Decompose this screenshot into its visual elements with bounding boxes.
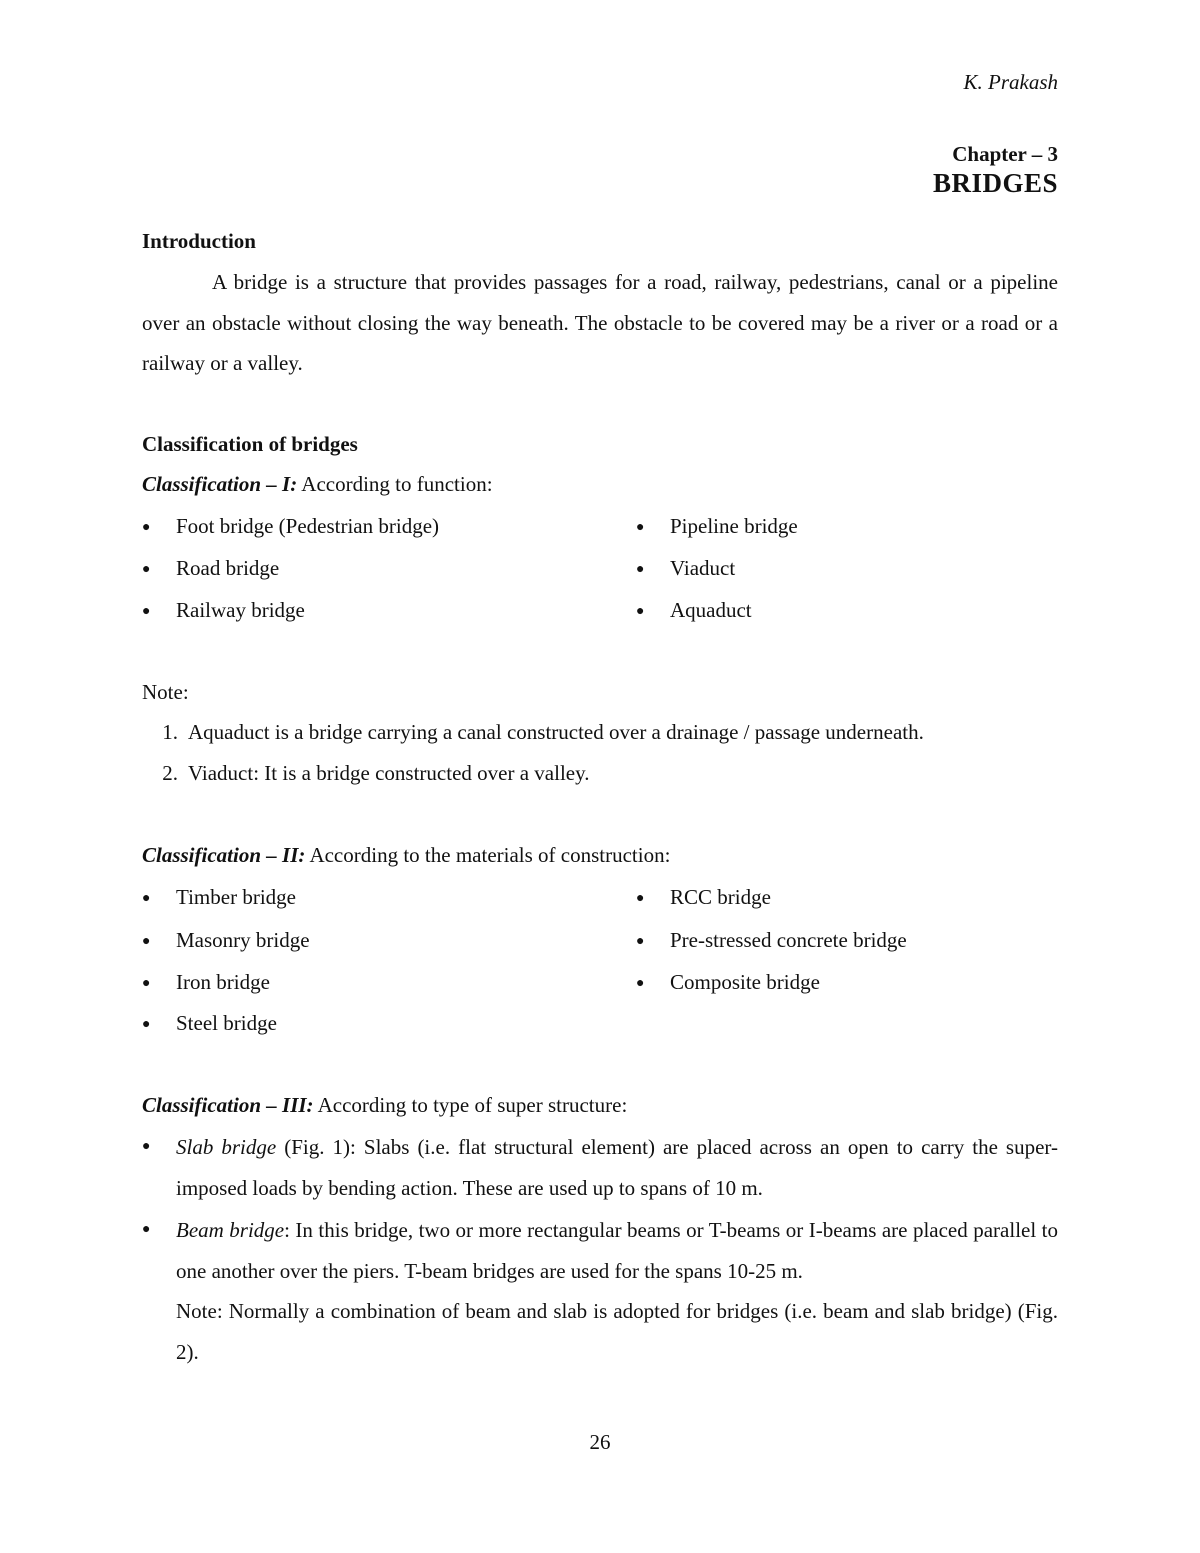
introduction-heading: Introduction (142, 229, 256, 253)
list-item (142, 1011, 277, 1036)
bullet-icon: ● (142, 562, 151, 577)
bullet-icon: ● (636, 520, 645, 535)
classification-2-label: Classification – II: (142, 843, 306, 867)
bullet-icon: ● (636, 604, 645, 619)
introduction-text: A bridge is a structure that provides passages for a road, railway, pedestrians, canal or a pipeline over an obstacle without closing the way beneath. The obstacle to be covered may be a river or a road or a railway or a valley. (142, 270, 1058, 375)
slab-bridge-item (142, 1127, 1058, 1208)
classification-3-label: Classification – III: (142, 1093, 314, 1117)
list-item (142, 885, 296, 910)
list-item-text: Steel bridge (176, 1011, 277, 1035)
classification-1-label: Classification – I: (142, 472, 298, 496)
list-item-text: Timber bridge (176, 885, 296, 909)
list-item (142, 514, 439, 539)
beam-bridge-description: : In this bridge, two or more rectangular beams or T-beams or I-beams are placed parallel to one another over the piers. T-beam bridges are used for the spans 10-25 m. (176, 1218, 1058, 1283)
chapter-title: BRIDGES (932, 168, 1058, 198)
beam-bridge-item (142, 1210, 1058, 1372)
list-item-text: RCC bridge (670, 885, 771, 909)
classification-2-text: According to the materials of construction: (305, 843, 671, 867)
bullet-icon: ● (142, 1017, 151, 1032)
numbered-item (142, 761, 589, 786)
list-item-text: Road bridge (176, 556, 280, 580)
list-item-text: Masonry bridge (176, 928, 310, 952)
classification-3-text: According to type of super structure: (313, 1093, 628, 1117)
list-item (142, 928, 310, 953)
classification-3-line (142, 1093, 627, 1118)
introduction-paragraph (142, 262, 1058, 384)
bullet-icon: ● (142, 1222, 151, 1237)
bullet-icon: ● (636, 934, 645, 949)
item-number: 2. (162, 761, 178, 785)
classification-2-line (142, 843, 670, 868)
page-number: 26 (589, 1430, 611, 1454)
list-item-text: Foot bridge (Pedestrian bridge) (176, 514, 440, 538)
item-text: Viaduct: It is a bridge constructed over a valley. (188, 761, 590, 785)
beam-bridge-term: Beam bridge (176, 1218, 285, 1242)
beam-bridge-text (176, 1210, 1058, 1291)
bullet-icon: ● (636, 976, 645, 991)
list-item (636, 885, 771, 910)
list-item-text: Pre-stressed concrete bridge (670, 928, 907, 952)
list-item (636, 556, 735, 581)
list-item-text: Iron bridge (176, 970, 270, 994)
bullet-icon: ● (142, 520, 151, 535)
numbered-item (142, 720, 924, 745)
slab-bridge-term: Slab bridge (176, 1135, 277, 1159)
classification-1-text: According to function: (297, 472, 493, 496)
bullet-icon: ● (636, 891, 645, 906)
list-item (142, 970, 270, 995)
list-item (636, 514, 798, 539)
author-name: K. Prakash (963, 70, 1058, 94)
list-item-text: Pipeline bridge (670, 514, 798, 538)
list-item (142, 556, 279, 581)
slab-bridge-description: (Fig. 1): Slabs (i.e. flat structural element) are placed across an open to carry the super-imposed loads by bending action. These are used up to spans of 10 m. (176, 1135, 1058, 1200)
list-item (636, 970, 820, 995)
slab-bridge-text (176, 1127, 1058, 1208)
list-item (636, 928, 907, 953)
list-item-text: Composite bridge (670, 970, 820, 994)
list-item (636, 598, 752, 623)
chapter-label: Chapter – 3 (952, 142, 1058, 166)
item-number: 1. (162, 720, 178, 744)
classification-1-line (142, 472, 493, 497)
list-item (142, 598, 305, 623)
bullet-icon: ● (142, 891, 151, 906)
beam-bridge-note: Note: Normally a combination of beam and slab is adopted for bridges (i.e. beam and slab bridge) (Fig. 2). (176, 1299, 1058, 1364)
list-item-text: Aquaduct (670, 598, 752, 622)
classification-heading: Classification of bridges (142, 432, 358, 456)
list-item-text: Viaduct (670, 556, 736, 580)
list-item-text: Railway bridge (176, 598, 305, 622)
bullet-icon: ● (142, 604, 151, 619)
note-label: Note: (142, 680, 189, 704)
bullet-icon: ● (142, 976, 151, 991)
item-text: Aquaduct is a bridge carrying a canal constructed over a drainage / passage underneath. (188, 720, 924, 744)
bullet-icon: ● (142, 1139, 151, 1154)
bullet-icon: ● (636, 562, 645, 577)
bullet-icon: ● (142, 934, 151, 949)
